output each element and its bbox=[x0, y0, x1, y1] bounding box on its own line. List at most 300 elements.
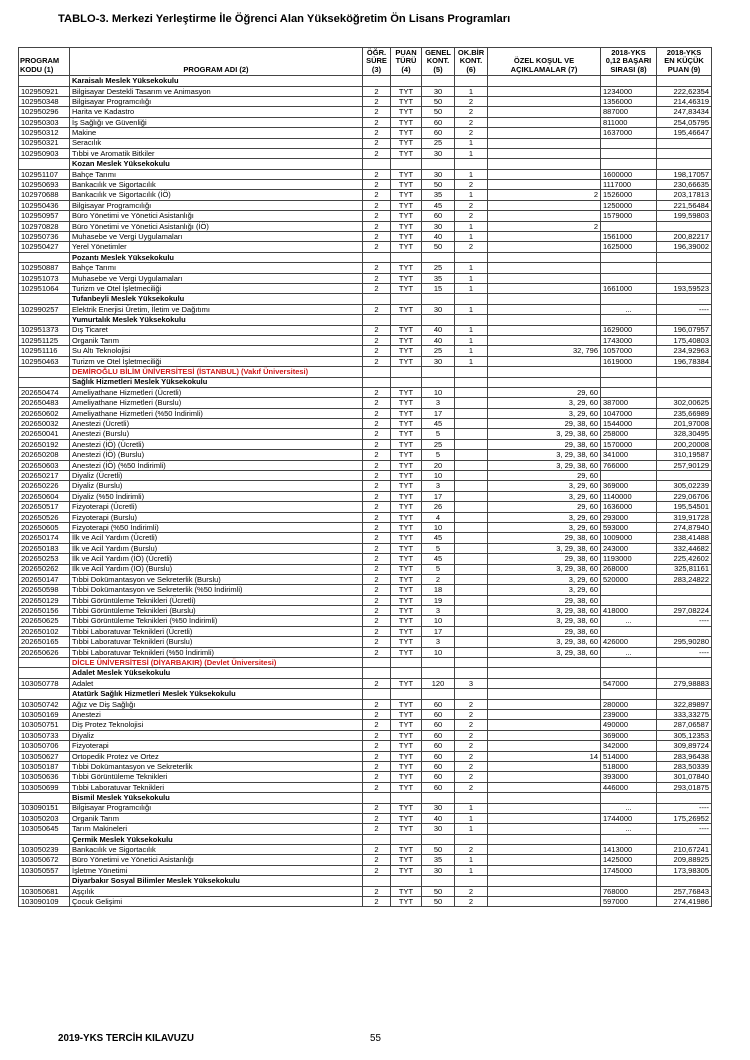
duration: 2 bbox=[363, 325, 391, 335]
min-score: 214,46319 bbox=[657, 96, 712, 106]
score-type: TYT bbox=[391, 96, 422, 106]
success-rank: 1579000 bbox=[601, 211, 657, 221]
duration: 2 bbox=[363, 429, 391, 439]
duration: 2 bbox=[363, 710, 391, 720]
program-name: Anestezi (İÖ) (Burslu) bbox=[70, 450, 363, 460]
conditions bbox=[488, 761, 601, 771]
general-quota: 45 bbox=[422, 554, 455, 564]
program-name: Muhasebe ve Vergi Uygulamaları bbox=[70, 232, 363, 242]
extra-quota: 3 bbox=[455, 678, 488, 688]
conditions bbox=[488, 886, 601, 896]
min-score: 328,30495 bbox=[657, 429, 712, 439]
min-score: 230,66635 bbox=[657, 180, 712, 190]
program-name: Büro Yönetimi ve Yönetici Asistanlığı bbox=[70, 855, 363, 865]
table-row bbox=[19, 107, 712, 117]
program-name: Fizyoterapi (Ücretli) bbox=[70, 502, 363, 512]
general-quota: 60 bbox=[422, 128, 455, 138]
section-name: Bismil Meslek Yüksekokulu bbox=[70, 793, 363, 803]
conditions: 3, 29, 60 bbox=[488, 398, 601, 408]
empty-cell bbox=[657, 159, 712, 169]
general-quota: 50 bbox=[422, 107, 455, 117]
empty-cell bbox=[657, 76, 712, 86]
table-row bbox=[19, 471, 712, 481]
empty-cell bbox=[601, 658, 657, 668]
score-type: TYT bbox=[391, 824, 422, 834]
section-name: Yumurtalık Meslek Yüksekokulu bbox=[70, 315, 363, 325]
general-quota: 60 bbox=[422, 699, 455, 709]
duration: 2 bbox=[363, 554, 391, 564]
min-score bbox=[657, 273, 712, 283]
general-quota: 50 bbox=[422, 180, 455, 190]
success-rank: 418000 bbox=[601, 606, 657, 616]
min-score: 195,54501 bbox=[657, 502, 712, 512]
program-code: 103090109 bbox=[19, 897, 70, 907]
success-rank bbox=[601, 585, 657, 595]
empty-cell bbox=[657, 252, 712, 262]
table-row bbox=[19, 273, 712, 283]
conditions bbox=[488, 263, 601, 273]
program-code: 202650183 bbox=[19, 543, 70, 553]
min-score: 333,33275 bbox=[657, 710, 712, 720]
score-type: TYT bbox=[391, 128, 422, 138]
empty-cell bbox=[657, 876, 712, 886]
duration: 2 bbox=[363, 813, 391, 823]
table-row bbox=[19, 502, 712, 512]
program-code: 202650262 bbox=[19, 564, 70, 574]
conditions: 3, 29, 38, 60 bbox=[488, 616, 601, 626]
table-row bbox=[19, 637, 712, 647]
success-rank: 1526000 bbox=[601, 190, 657, 200]
section-row bbox=[19, 377, 712, 387]
success-rank: 514000 bbox=[601, 751, 657, 761]
duration: 2 bbox=[363, 232, 391, 242]
min-score: ---- bbox=[657, 304, 712, 314]
empty-cell bbox=[488, 367, 601, 377]
duration: 2 bbox=[363, 450, 391, 460]
min-score bbox=[657, 387, 712, 397]
programs-table bbox=[18, 47, 712, 907]
extra-quota: 2 bbox=[455, 710, 488, 720]
success-rank: 293000 bbox=[601, 512, 657, 522]
duration: 2 bbox=[363, 419, 391, 429]
success-rank bbox=[601, 595, 657, 605]
program-code: 202650102 bbox=[19, 626, 70, 636]
general-quota: 2 bbox=[422, 574, 455, 584]
empty-cell bbox=[601, 377, 657, 387]
success-rank: 518000 bbox=[601, 761, 657, 771]
score-type: TYT bbox=[391, 720, 422, 730]
extra-quota: 1 bbox=[455, 346, 488, 356]
program-name: İşletme Yönetimi bbox=[70, 865, 363, 875]
program-name: Tıbbi Dokümantasyon ve Sekreterlik bbox=[70, 761, 363, 771]
duration: 2 bbox=[363, 616, 391, 626]
empty-cell bbox=[422, 159, 455, 169]
general-quota: 60 bbox=[422, 710, 455, 720]
program-code: 202650147 bbox=[19, 574, 70, 584]
conditions bbox=[488, 325, 601, 335]
program-code: 202650226 bbox=[19, 481, 70, 491]
program-code: 202650626 bbox=[19, 647, 70, 657]
empty-cell bbox=[363, 834, 391, 844]
table-row bbox=[19, 180, 712, 190]
extra-quota: 1 bbox=[455, 325, 488, 335]
score-type: TYT bbox=[391, 429, 422, 439]
program-code: 102951125 bbox=[19, 335, 70, 345]
conditions bbox=[488, 180, 601, 190]
empty-cell bbox=[363, 159, 391, 169]
extra-quota bbox=[455, 408, 488, 418]
min-score: 196,07957 bbox=[657, 325, 712, 335]
extra-quota: 2 bbox=[455, 772, 488, 782]
empty-cell bbox=[391, 315, 422, 325]
extra-quota: 1 bbox=[455, 855, 488, 865]
success-rank: 239000 bbox=[601, 710, 657, 720]
program-name: İlk ve Acil Yardım (Burslu) bbox=[70, 543, 363, 553]
conditions: 3, 29, 38, 60 bbox=[488, 637, 601, 647]
duration: 2 bbox=[363, 741, 391, 751]
program-name: Büro Yönetimi ve Yönetici Asistanlığı (İÖ) bbox=[70, 221, 363, 231]
general-quota: 60 bbox=[422, 782, 455, 792]
min-score: 309,89724 bbox=[657, 741, 712, 751]
general-quota: 60 bbox=[422, 741, 455, 751]
table-row bbox=[19, 761, 712, 771]
table-row bbox=[19, 190, 712, 200]
conditions bbox=[488, 803, 601, 813]
extra-quota bbox=[455, 647, 488, 657]
section-row bbox=[19, 294, 712, 304]
min-score: 297,08224 bbox=[657, 606, 712, 616]
conditions: 29, 60 bbox=[488, 471, 601, 481]
score-type: TYT bbox=[391, 855, 422, 865]
score-type: TYT bbox=[391, 595, 422, 605]
score-type: TYT bbox=[391, 585, 422, 595]
extra-quota bbox=[455, 491, 488, 501]
duration: 2 bbox=[363, 283, 391, 293]
empty-cell bbox=[363, 668, 391, 678]
success-rank: 768000 bbox=[601, 886, 657, 896]
extra-quota: 2 bbox=[455, 761, 488, 771]
success-rank: 1009000 bbox=[601, 533, 657, 543]
extra-quota: 2 bbox=[455, 751, 488, 761]
program-code: 202650474 bbox=[19, 387, 70, 397]
duration: 2 bbox=[363, 107, 391, 117]
duration: 2 bbox=[363, 263, 391, 273]
conditions bbox=[488, 86, 601, 96]
general-quota: 10 bbox=[422, 387, 455, 397]
program-code: 103050672 bbox=[19, 855, 70, 865]
success-rank: 520000 bbox=[601, 574, 657, 584]
success-rank: 1661000 bbox=[601, 283, 657, 293]
program-code: 102950887 bbox=[19, 263, 70, 273]
score-type: TYT bbox=[391, 491, 422, 501]
conditions bbox=[488, 897, 601, 907]
program-code: 103050239 bbox=[19, 845, 70, 855]
conditions bbox=[488, 138, 601, 148]
program-code: 102970828 bbox=[19, 221, 70, 231]
general-quota: 30 bbox=[422, 86, 455, 96]
general-quota: 5 bbox=[422, 429, 455, 439]
program-code: 102950427 bbox=[19, 242, 70, 252]
empty-cell bbox=[391, 367, 422, 377]
conditions bbox=[488, 813, 601, 823]
extra-quota: 1 bbox=[455, 304, 488, 314]
program-code: 102950957 bbox=[19, 211, 70, 221]
extra-quota: 1 bbox=[455, 232, 488, 242]
table-row bbox=[19, 200, 712, 210]
extra-quota: 1 bbox=[455, 803, 488, 813]
program-name: Muhasebe ve Vergi Uygulamaları bbox=[70, 273, 363, 283]
conditions bbox=[488, 720, 601, 730]
success-rank: 1636000 bbox=[601, 502, 657, 512]
program-code: 102951064 bbox=[19, 283, 70, 293]
conditions bbox=[488, 730, 601, 740]
duration: 2 bbox=[363, 897, 391, 907]
success-rank: 280000 bbox=[601, 699, 657, 709]
section-row bbox=[19, 315, 712, 325]
empty-cell bbox=[363, 252, 391, 262]
empty-cell bbox=[422, 76, 455, 86]
program-code: 103050557 bbox=[19, 865, 70, 875]
table-row bbox=[19, 710, 712, 720]
general-quota: 3 bbox=[422, 606, 455, 616]
general-quota: 10 bbox=[422, 647, 455, 657]
success-rank: ... bbox=[601, 304, 657, 314]
min-score: 200,82217 bbox=[657, 232, 712, 242]
min-score: 229,06706 bbox=[657, 491, 712, 501]
score-type: TYT bbox=[391, 647, 422, 657]
program-name: Tıbbi Laboratuvar Teknikleri (Ücretli) bbox=[70, 626, 363, 636]
table-row bbox=[19, 398, 712, 408]
extra-quota: 2 bbox=[455, 211, 488, 221]
min-score: ---- bbox=[657, 616, 712, 626]
general-quota: 3 bbox=[422, 637, 455, 647]
conditions: 3, 29, 38, 60 bbox=[488, 429, 601, 439]
extra-quota: 1 bbox=[455, 813, 488, 823]
general-quota: 30 bbox=[422, 356, 455, 366]
empty-cell bbox=[601, 252, 657, 262]
min-score: 302,00625 bbox=[657, 398, 712, 408]
empty-cell bbox=[601, 689, 657, 699]
success-rank: 268000 bbox=[601, 564, 657, 574]
duration: 2 bbox=[363, 574, 391, 584]
success-rank: 258000 bbox=[601, 429, 657, 439]
score-type: TYT bbox=[391, 211, 422, 221]
extra-quota: 2 bbox=[455, 886, 488, 896]
score-type: TYT bbox=[391, 221, 422, 231]
program-code: 102950736 bbox=[19, 232, 70, 242]
program-code: 103050699 bbox=[19, 782, 70, 792]
empty-cell bbox=[488, 252, 601, 262]
general-quota: 30 bbox=[422, 148, 455, 158]
conditions bbox=[488, 699, 601, 709]
min-score: ---- bbox=[657, 803, 712, 813]
section-row bbox=[19, 252, 712, 262]
min-score: ---- bbox=[657, 647, 712, 657]
extra-quota: 2 bbox=[455, 699, 488, 709]
section-row bbox=[19, 159, 712, 169]
duration: 2 bbox=[363, 242, 391, 252]
success-rank: 1544000 bbox=[601, 419, 657, 429]
program-code: 202650253 bbox=[19, 554, 70, 564]
min-score: 305,02239 bbox=[657, 481, 712, 491]
duration: 2 bbox=[363, 346, 391, 356]
min-score bbox=[657, 595, 712, 605]
duration: 2 bbox=[363, 647, 391, 657]
page-number: 55 bbox=[370, 1033, 381, 1044]
duration: 2 bbox=[363, 803, 391, 813]
general-quota: 40 bbox=[422, 232, 455, 242]
empty-cell bbox=[488, 377, 601, 387]
success-rank: 1140000 bbox=[601, 491, 657, 501]
program-code: 102950348 bbox=[19, 96, 70, 106]
success-rank bbox=[601, 263, 657, 273]
success-rank bbox=[601, 221, 657, 231]
score-type: TYT bbox=[391, 180, 422, 190]
table-row bbox=[19, 626, 712, 636]
success-rank bbox=[601, 273, 657, 283]
score-type: TYT bbox=[391, 273, 422, 283]
success-rank: 593000 bbox=[601, 522, 657, 532]
program-code: 103050645 bbox=[19, 824, 70, 834]
table-row bbox=[19, 616, 712, 626]
general-quota: 25 bbox=[422, 263, 455, 273]
success-rank: 1637000 bbox=[601, 128, 657, 138]
conditions bbox=[488, 273, 601, 283]
min-score: 235,66989 bbox=[657, 408, 712, 418]
table-row bbox=[19, 865, 712, 875]
duration: 2 bbox=[363, 730, 391, 740]
section-name: Tufanbeyli Meslek Yüksekokulu bbox=[70, 294, 363, 304]
extra-quota bbox=[455, 564, 488, 574]
min-score: 196,78384 bbox=[657, 356, 712, 366]
program-name: Tıbbi Görüntüleme Teknikleri (Burslu) bbox=[70, 606, 363, 616]
duration: 2 bbox=[363, 273, 391, 283]
table-row bbox=[19, 522, 712, 532]
empty-cell bbox=[455, 834, 488, 844]
min-score: 310,19587 bbox=[657, 450, 712, 460]
program-code: 202650165 bbox=[19, 637, 70, 647]
program-code: 102950321 bbox=[19, 138, 70, 148]
conditions bbox=[488, 169, 601, 179]
duration: 2 bbox=[363, 543, 391, 553]
success-rank: 426000 bbox=[601, 637, 657, 647]
empty-cell bbox=[657, 668, 712, 678]
general-quota: 4 bbox=[422, 512, 455, 522]
empty-cell bbox=[657, 367, 712, 377]
success-rank: 1600000 bbox=[601, 169, 657, 179]
table-row bbox=[19, 481, 712, 491]
program-code: 202650032 bbox=[19, 419, 70, 429]
extra-quota bbox=[455, 585, 488, 595]
header-score-type: PUAN TÜRÜ (4) bbox=[391, 48, 422, 76]
program-name: Bankacılık ve Sigortacılık (İÖ) bbox=[70, 190, 363, 200]
table-row bbox=[19, 678, 712, 688]
program-name: Diyaliz (Burslu) bbox=[70, 481, 363, 491]
min-score bbox=[657, 221, 712, 231]
conditions: 29, 38, 60 bbox=[488, 533, 601, 543]
program-code: 103050778 bbox=[19, 678, 70, 688]
extra-quota bbox=[455, 439, 488, 449]
table-row bbox=[19, 491, 712, 501]
score-type: TYT bbox=[391, 699, 422, 709]
min-score bbox=[657, 585, 712, 595]
empty-cell bbox=[363, 689, 391, 699]
program-code: 202650605 bbox=[19, 522, 70, 532]
general-quota: 3 bbox=[422, 398, 455, 408]
general-quota: 60 bbox=[422, 730, 455, 740]
success-rank: 369000 bbox=[601, 481, 657, 491]
empty-cell bbox=[363, 76, 391, 86]
general-quota: 60 bbox=[422, 117, 455, 127]
score-type: TYT bbox=[391, 710, 422, 720]
program-code: 103050169 bbox=[19, 710, 70, 720]
empty-cell bbox=[455, 315, 488, 325]
empty-cell bbox=[488, 668, 601, 678]
program-code: 102951107 bbox=[19, 169, 70, 179]
general-quota: 60 bbox=[422, 211, 455, 221]
program-code: 202650603 bbox=[19, 460, 70, 470]
score-type: TYT bbox=[391, 678, 422, 688]
general-quota: 60 bbox=[422, 772, 455, 782]
program-code: 102951116 bbox=[19, 346, 70, 356]
score-type: TYT bbox=[391, 574, 422, 584]
min-score bbox=[657, 263, 712, 273]
table-row bbox=[19, 813, 712, 823]
score-type: TYT bbox=[391, 616, 422, 626]
extra-quota bbox=[455, 481, 488, 491]
duration: 2 bbox=[363, 626, 391, 636]
program-name: Ortopedik Protez ve Ortez bbox=[70, 751, 363, 761]
header-program-code: PROGRAM KODU (1) bbox=[19, 48, 70, 76]
score-type: TYT bbox=[391, 761, 422, 771]
success-rank: 1413000 bbox=[601, 845, 657, 855]
extra-quota bbox=[455, 574, 488, 584]
score-type: TYT bbox=[391, 543, 422, 553]
program-code: 102950921 bbox=[19, 86, 70, 96]
general-quota: 30 bbox=[422, 221, 455, 231]
duration: 2 bbox=[363, 356, 391, 366]
score-type: TYT bbox=[391, 512, 422, 522]
conditions: 3, 29, 38, 60 bbox=[488, 647, 601, 657]
program-name: Harita ve Kadastro bbox=[70, 107, 363, 117]
min-score: 274,41986 bbox=[657, 897, 712, 907]
extra-quota: 1 bbox=[455, 824, 488, 834]
empty-cell bbox=[657, 377, 712, 387]
min-score: 225,42602 bbox=[657, 554, 712, 564]
empty-cell bbox=[19, 689, 70, 699]
score-type: TYT bbox=[391, 232, 422, 242]
score-type: TYT bbox=[391, 606, 422, 616]
empty-cell bbox=[19, 315, 70, 325]
program-name: Diş Protez Teknolojisi bbox=[70, 720, 363, 730]
extra-quota bbox=[455, 419, 488, 429]
extra-quota bbox=[455, 429, 488, 439]
empty-cell bbox=[363, 315, 391, 325]
duration: 2 bbox=[363, 585, 391, 595]
duration: 2 bbox=[363, 335, 391, 345]
table-row bbox=[19, 897, 712, 907]
program-name: Tıbbi ve Aromatik Bitkiler bbox=[70, 148, 363, 158]
table-row bbox=[19, 325, 712, 335]
empty-cell bbox=[391, 76, 422, 86]
program-code: 102950693 bbox=[19, 180, 70, 190]
score-type: TYT bbox=[391, 419, 422, 429]
section-name: Kozan Meslek Yüksekokulu bbox=[70, 159, 363, 169]
general-quota: 40 bbox=[422, 813, 455, 823]
program-code: 102950436 bbox=[19, 200, 70, 210]
score-type: TYT bbox=[391, 398, 422, 408]
conditions: 3, 29, 38, 60 bbox=[488, 606, 601, 616]
